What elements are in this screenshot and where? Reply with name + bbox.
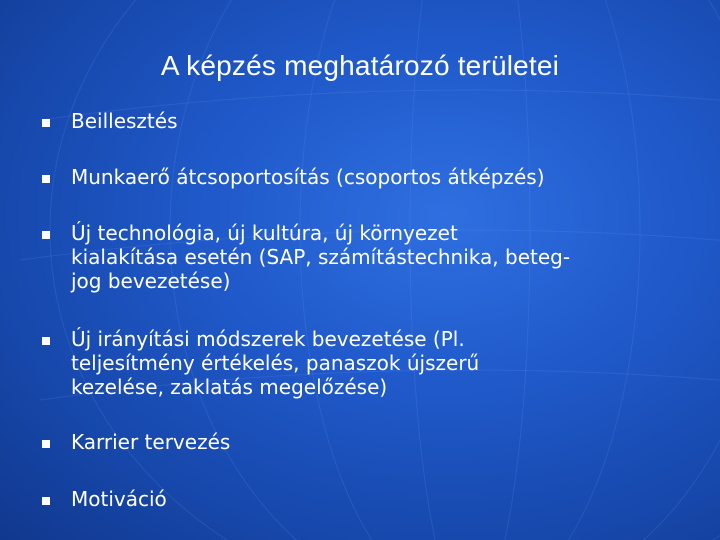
- slide-title: A képzés meghatározó területei: [160, 50, 560, 81]
- square-bullet-icon: [42, 175, 50, 183]
- bullet-text-line: kialakítása esetén (SAP, számítástechnika, beteg-: [71, 245, 571, 269]
- bullet-text-line: Új technológia, új kultúra, új környezet: [71, 221, 458, 245]
- square-bullet-icon: [42, 337, 50, 345]
- bullet-text-line: teljesítmény értékelés, panaszok újszerű: [71, 351, 480, 375]
- bullet-text-line: Karrier tervezés: [71, 430, 231, 454]
- square-bullet-icon: [42, 497, 50, 505]
- bullet-text-line: jog bevezetése): [71, 269, 231, 293]
- square-bullet-icon: [42, 119, 50, 127]
- bullet-text-line: Beillesztés: [71, 109, 178, 133]
- bullet-text-line: kezelése, zaklatás megelőzése): [71, 375, 388, 399]
- square-bullet-icon: [42, 440, 50, 448]
- bullet-text-line: Munkaerő átcsoportosítás (csoportos átképzés): [71, 165, 545, 189]
- bullet-text-line: Motiváció: [71, 487, 167, 511]
- square-bullet-icon: [42, 231, 50, 239]
- bullet-text-line: Új irányítási módszerek bevezetése (Pl.: [71, 327, 465, 351]
